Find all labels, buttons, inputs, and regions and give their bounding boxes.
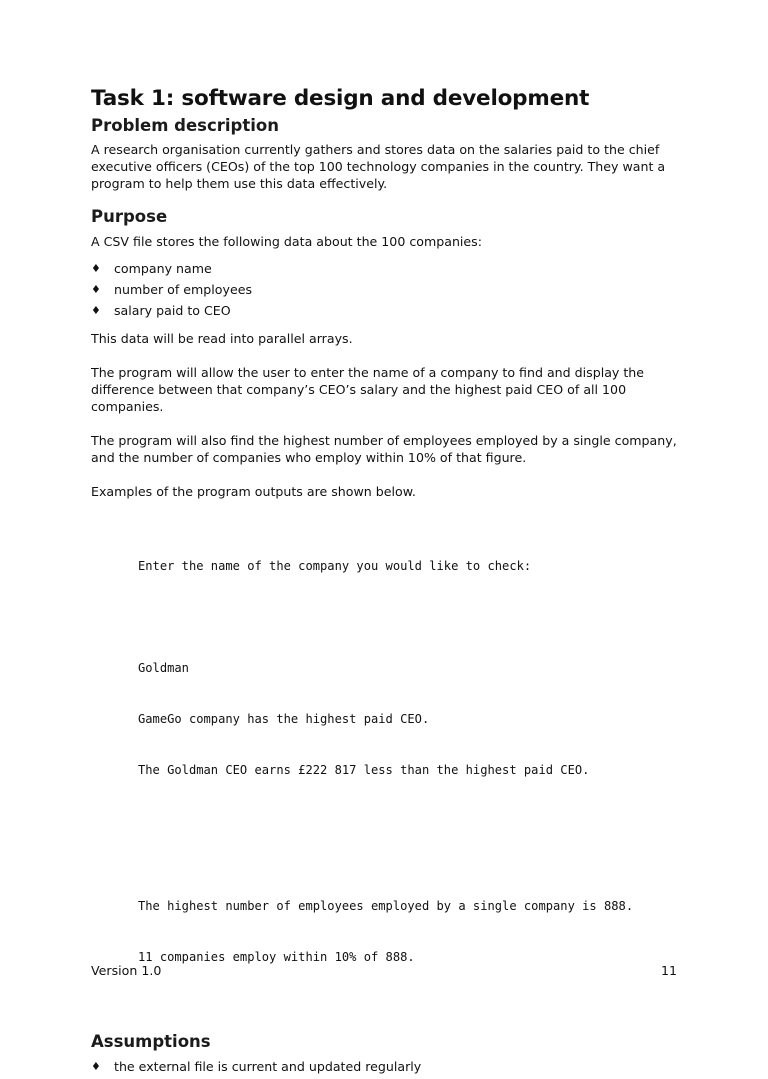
assumptions-list — [91, 1058, 681, 1075]
list-item-label: salary paid to CEO — [114, 303, 231, 318]
page-number: 11 — [660, 963, 677, 978]
list-item-label: number of employees — [114, 282, 253, 297]
diamond-bullet-icon: ♦ — [91, 304, 101, 317]
list-item-label: the external file is current and updated regularly — [114, 1059, 422, 1074]
also-text: The program will also find the highest number of employees employed by a single company, and the number of companies who employ within 10% of that figure. — [91, 433, 677, 465]
diamond-bullet-icon: ♦ — [91, 1060, 101, 1073]
output-line: GameGo company has the highest paid CEO. — [138, 712, 430, 726]
data-fields-list — [91, 260, 681, 319]
allow-text: The program will allow the user to enter the name of a company to find and display the difference between that company’s CEO’s salary and the highest paid CEO of all 100 companies. — [91, 365, 645, 414]
list-item-label: company name — [114, 261, 212, 276]
list-item — [91, 302, 681, 319]
problem-text: A research organisation currently gathers and stores data on the salaries paid to the chief executive officers (CEOs) of the top 100 technology companies in the country. They want a program to help them use this data effectively. — [91, 142, 666, 191]
purpose-intro: A CSV file stores the following data about the 100 companies: — [91, 234, 482, 249]
parallel-arrays-text: This data will be read into parallel arrays. — [91, 331, 353, 346]
output-line: The Goldman CEO earns £222 817 less than the highest paid CEO. — [138, 763, 590, 777]
problem-heading: Problem description — [91, 116, 279, 135]
diamond-bullet-icon: ♦ — [91, 283, 101, 296]
version-label: Version 1.0 — [91, 963, 162, 978]
list-item — [91, 1058, 681, 1075]
output-line: The highest number of employees employed by a single company is 888. — [138, 899, 634, 913]
examples-text: Examples of the program outputs are shown below. — [91, 484, 416, 499]
program-output-example — [138, 524, 681, 1000]
page-title: Task 1: software design and development — [91, 86, 590, 111]
purpose-heading: Purpose — [91, 207, 168, 226]
list-item — [91, 281, 681, 298]
output-prompt: Enter the name of the company you would like to check: — [138, 559, 532, 573]
document-page — [91, 84, 681, 1079]
output-line: 11 companies employ within 10% of 888. — [138, 950, 415, 964]
diamond-bullet-icon: ♦ — [91, 262, 101, 275]
output-input: Goldman — [138, 661, 189, 675]
assumptions-heading: Assumptions — [91, 1032, 211, 1051]
list-item — [91, 260, 681, 277]
